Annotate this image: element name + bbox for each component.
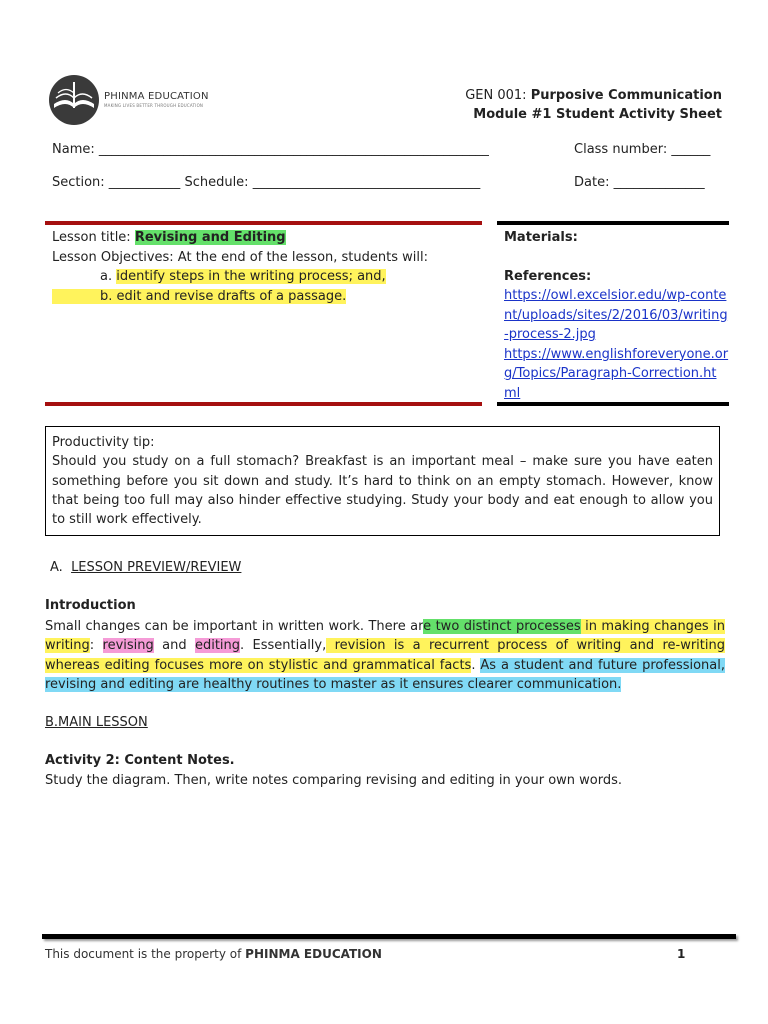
footer-bar: [42, 934, 736, 939]
section-a-letter: A.: [50, 560, 63, 575]
date-field[interactable]: Date: ______________: [574, 175, 705, 190]
intro-text-5: .: [471, 657, 481, 673]
lesson-info: [52, 228, 482, 306]
course-header: [465, 86, 722, 124]
intro-highlight-revision-definition: revision is a recurrent process of writing and re-writing whereas editing focuses more on stylistic and grammatical facts: [45, 638, 725, 673]
section-a-heading: [50, 560, 241, 575]
lesson-bottom-bar: [45, 402, 482, 406]
phinma-logo: [48, 72, 213, 128]
references-label: References:: [504, 268, 592, 284]
objective-a: [52, 267, 482, 287]
course-prefix: GEN 001:: [465, 88, 531, 103]
tip-heading: Productivity tip:: [52, 435, 155, 450]
page-number: 1: [677, 947, 686, 961]
tip-body: Should you study on a full stomach? Breakfast is an important meal – make sure you have eaten something before you sit down and study. It’s hard to think on an empty stomach. However, know that being too full may also hinder effective studying. Study your body and eat enough to allow you to still work effectively.: [52, 454, 713, 528]
materials-top-bar: [497, 221, 729, 225]
footer-owner: PHINMA EDUCATION: [245, 947, 382, 961]
intro-text-3: and: [153, 638, 195, 654]
objective-b: [52, 287, 482, 307]
lesson-title: Revising and Editing: [134, 230, 286, 245]
introduction-paragraph: [45, 617, 725, 694]
intro-highlight-processes: e two distinct processes: [423, 619, 581, 634]
footer-prefix: This document is the property of: [45, 947, 246, 961]
intro-highlight-revising: revising: [102, 638, 154, 654]
logo-tagline: MAKING LIVES BETTER THROUGH EDUCATION: [104, 103, 204, 109]
objective-a-prefix: a.: [100, 269, 117, 284]
section-b-heading: B.MAIN LESSON: [45, 715, 148, 730]
lesson-objectives-label: Lesson Objectives: At the end of the lesson, students will:: [52, 249, 428, 265]
reference-link-englishforeveryone[interactable]: https://www.englishforeveryone.org/Topics/Paragraph-Correction.html: [504, 346, 729, 401]
intro-highlight-student-advice: As a student and future professional, revising and editing are healthy routines to master as it ensures clearer communication.: [45, 657, 726, 692]
introduction-heading: Introduction: [45, 598, 136, 613]
intro-text-2: :: [89, 638, 103, 654]
section-a-title: LESSON PREVIEW/REVIEW: [71, 560, 242, 575]
intro-text-4: . Essentially,: [240, 638, 327, 654]
name-field[interactable]: Name: ____________________________________________________________: [52, 142, 489, 157]
materials-info: [504, 228, 729, 403]
activity-instruction: Study the diagram. Then, write notes comparing revising and editing in your own words.: [45, 773, 623, 788]
class-number-field[interactable]: Class number: ______: [574, 142, 711, 157]
objective-b-text: b. edit and revise drafts of a passage.: [52, 289, 346, 304]
module-title: Module #1 Student Activity Sheet: [473, 107, 722, 122]
logo-name: PHINMA EDUCATION: [104, 91, 209, 103]
intro-text-1: Small changes can be important in written work. There ar: [45, 619, 424, 634]
objective-a-text: identify steps in the writing process; and,: [116, 269, 386, 284]
lesson-title-label: Lesson title:: [52, 230, 135, 245]
lesson-top-bar: [45, 221, 482, 225]
course-title: Purposive Communication: [530, 88, 722, 103]
intro-highlight-editing: editing: [194, 638, 241, 654]
activity-heading: Activity 2: Content Notes.: [45, 753, 235, 768]
section-schedule-field[interactable]: Section: ___________ Schedule: ___________________________________: [52, 175, 481, 190]
phinma-book-logo-icon: [48, 74, 100, 126]
materials-label: Materials:: [504, 230, 578, 245]
productivity-tip-box: [45, 426, 720, 536]
reference-link-owl[interactable]: https://owl.excelsior.edu/wp-content/uploads/sites/2/2016/03/writing-process-2.jpg: [504, 288, 728, 342]
intro-highlight-writing: in making changes in writing: [45, 619, 725, 654]
footer-text: [45, 947, 382, 961]
